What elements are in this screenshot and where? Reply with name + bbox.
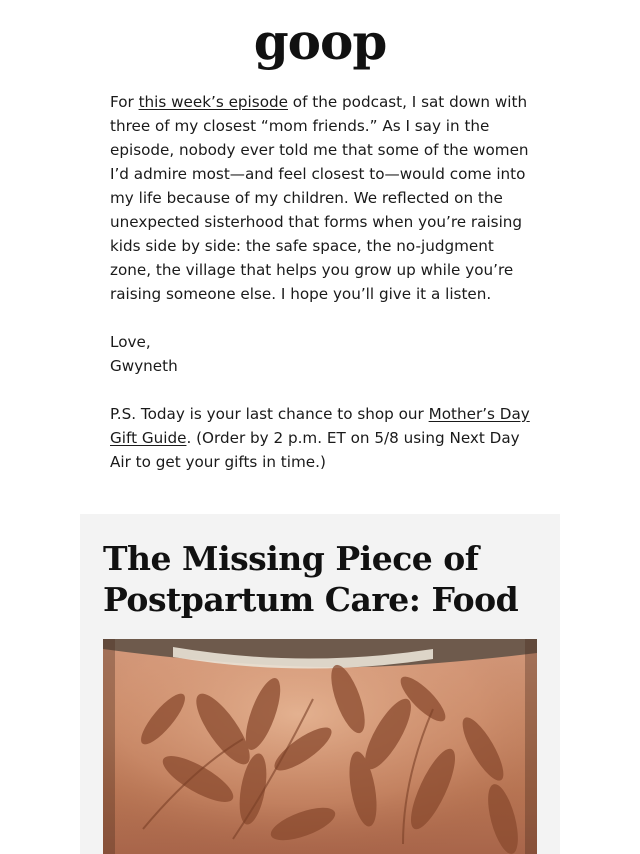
signoff-text: Love, [110,333,151,351]
signoff-block [110,330,535,378]
letter-body [110,90,535,498]
paragraph-body: of the podcast, I sat down with three of my closest “mom friends.” As I say in the episode, nobody ever told me that some of the women I’d admire most—and feel closest to—would come into my life because of my children. We reflected on the unexpected sisterhood that forms when you’re raising kids side by side: the safe space, the no-judgment zone, the village that helps you grow up while you’re raising someone else. I hope you’ll give it a listen. [110,93,529,303]
gift-guide-link[interactable]: Mother’s Day Gift Guide [110,405,530,447]
podcast-paragraph [110,90,535,306]
goop-logo[interactable]: goop [253,12,387,71]
ps-paragraph [110,402,535,474]
belly-photo-icon [103,639,537,854]
paragraph-prefix: For [110,93,139,111]
ps-suffix: . (Order by 2 p.m. ET on 5/8 using Next Day Air to get your gifts in time.) [110,429,520,471]
episode-link[interactable]: this week’s episode [138,93,288,111]
feature-title[interactable]: The Missing Piece of Postpartum Care: Food [103,539,519,619]
feature-image[interactable] [103,639,537,854]
signature-text: Gwyneth [110,357,178,375]
ps-prefix: P.S. Today is your last chance to shop our [110,405,429,423]
feature-card[interactable] [80,514,560,854]
